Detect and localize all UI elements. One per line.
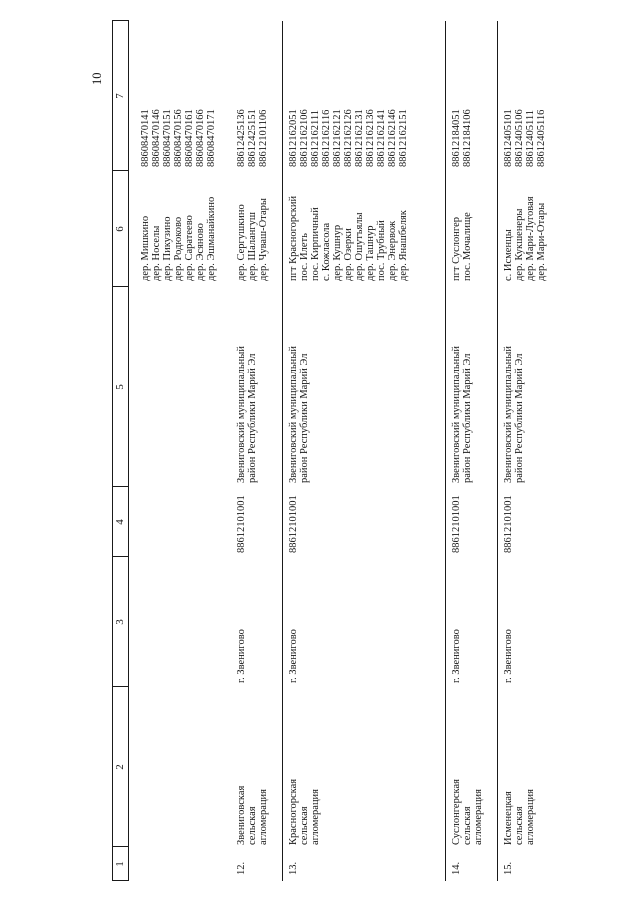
settlement-item: пос. Трубный [376,220,387,281]
page-number: 10 [90,72,104,85]
settlement-item: дер. Ташнур [365,225,376,281]
settlement-list [451,212,473,281]
district-name [451,346,473,483]
header-col-6: 6 [114,226,126,232]
agglomeration-line: агломерация [310,788,321,845]
settlement-item: дер. Пикузино [162,216,173,281]
header-bottom-line [128,21,129,881]
header-col-2: 2 [114,764,126,770]
header-col-7: 7 [114,93,126,99]
settlement-code: 88612184051 [451,109,462,167]
agglomeration-line: сельская [299,806,310,845]
settlement-code: 88612101106 [258,109,269,167]
code-list [503,109,547,167]
agglomeration-line: агломерация [473,788,484,845]
row-number: 15. [503,861,514,875]
settlement-item: дер. Саратеево [184,215,195,281]
settlement-code: 88612425136 [236,109,247,167]
row-divider [282,21,283,881]
header-divider [112,846,129,847]
settlement-item: пос. Мочалище [462,212,473,281]
settlement-item: с. Кожласола [321,222,332,281]
agglomeration-name [236,786,269,845]
settlement-code: 88608470166 [195,109,206,167]
settlement-list [140,197,217,281]
settlement-code: 88612162116 [321,109,332,167]
oktmo-code: 88612101001 [288,495,299,553]
agglomeration-name [503,789,536,845]
center-city: г. Звенигово [236,629,247,683]
settlement-code: 88612405116 [536,109,547,167]
settlement-code: 88612162126 [343,109,354,167]
header-divider [112,686,129,687]
settlement-item: дер. Янашбеляк [398,210,409,281]
agglomeration-line: Красногорская [288,778,299,845]
center-city: г. Звенигово [503,629,514,683]
district-name [288,346,310,483]
settlement-code: 88608470156 [173,109,184,167]
settlement-item: с. Исменцы [503,229,514,281]
center-city: г. Звенигово [288,629,299,683]
header-divider [112,486,129,487]
settlement-code: 88612162106 [299,109,310,167]
settlement-code: 88612162111 [310,110,321,167]
header-col-1: 1 [114,861,126,867]
settlement-item: пос. Илеть [299,233,310,281]
row-number: 13. [288,861,299,875]
header-divider [112,880,129,881]
header-divider [112,286,129,287]
agglomeration-line: сельская [514,806,525,845]
agglomeration-line: Звениговская [236,785,247,845]
settlement-item: дер. Шалангуш [247,211,258,281]
row-divider [445,21,446,881]
settlement-code: 88612405101 [503,109,514,167]
code-list [451,109,473,167]
settlement-code: 88608470146 [151,109,162,167]
row-number: 12. [236,861,247,875]
settlement-item: дер. Мишкино [140,215,151,281]
oktmo-code: 88612101001 [503,495,514,553]
district-line: район Республики Марий Эл [299,353,310,483]
row-number: 14. [451,861,462,875]
settlement-item: дер. Сергушкино [236,204,247,281]
row-divider [497,21,498,881]
header-col-4: 4 [114,519,126,525]
settlement-list [288,196,409,281]
settlement-list [503,196,547,281]
settlement-item: дер. Энервож [387,220,398,281]
district-name [236,346,258,483]
oktmo-code: 88612101001 [236,495,247,553]
settlement-item: дер. Родюково [173,216,184,281]
settlement-item: дер. Эсяново [195,223,206,281]
code-list [236,109,269,167]
settlement-code: 88612162151 [398,109,409,167]
agglomeration-name [288,779,321,845]
district-line: район Республики Марий Эл [462,353,473,483]
settlement-code: 88608470171 [206,109,217,167]
settlement-item: пгт Красногорский [288,195,299,281]
agglomeration-line: Исменецкая [503,791,514,845]
settlement-item: дер. Озерки [343,228,354,281]
district-line: Звениговский муниципальный [236,346,247,483]
header-divider [112,170,129,171]
district-line: Звениговский муниципальный [451,346,462,483]
settlement-code: 88612162131 [354,109,365,167]
settlement-item: дер. Мари-Отары [536,202,547,281]
settlement-code: 88612405106 [514,109,525,167]
settlement-code: 88612405111 [525,110,536,167]
center-city: г. Звенигово [451,629,462,683]
header-col-3: 3 [114,619,126,625]
settlement-code: 88608470161 [184,109,195,167]
agglomeration-line: агломерация [525,788,536,845]
settlement-code: 88612162121 [332,109,343,167]
settlement-code: 88612162136 [365,109,376,167]
settlement-list [236,198,269,281]
settlement-item: дер. Мари-Луговая [525,196,536,281]
settlement-code: 88612184106 [462,109,473,167]
district-line: Звениговский муниципальный [288,346,299,483]
district-line: район Республики Марий Эл [247,353,258,483]
district-line: Звениговский муниципальный [503,346,514,483]
settlement-code: 88612425151 [247,109,258,167]
oktmo-code: 88612101001 [451,495,462,553]
agglomeration-line: агломерация [258,788,269,845]
settlement-code: 88612162141 [376,109,387,167]
settlement-code: 88612162146 [387,109,398,167]
district-name [503,346,525,483]
settlement-item: дер. Эшманайкино [206,196,217,281]
code-list [140,109,217,167]
header-top-line [112,21,113,881]
settlement-item: дер. Кушнур [332,224,343,281]
header-divider [112,20,129,21]
settlement-item: дер. Кукшенеры [514,208,525,281]
header-col-5: 5 [114,384,126,390]
settlement-item: дер. Чуваш-Отары [258,198,269,281]
settlement-code: 88612162051 [288,109,299,167]
agglomeration-line: Суслонгерская [451,779,462,845]
agglomeration-name [451,779,484,845]
agglomeration-line: сельская [462,806,473,845]
settlement-item: пгт Суслонгер [451,217,462,281]
district-line: район Республики Марий Эл [514,353,525,483]
settlement-code: 88608470151 [162,109,173,167]
settlement-code: 88608470141 [140,109,151,167]
settlement-item: дер. Ошутъялы [354,212,365,281]
agglomeration-line: сельская [247,806,258,845]
settlement-item: пос. Кирпичный [310,207,321,281]
code-list [288,109,409,167]
header-divider [112,556,129,557]
settlement-item: дер. Носелы [151,225,162,281]
